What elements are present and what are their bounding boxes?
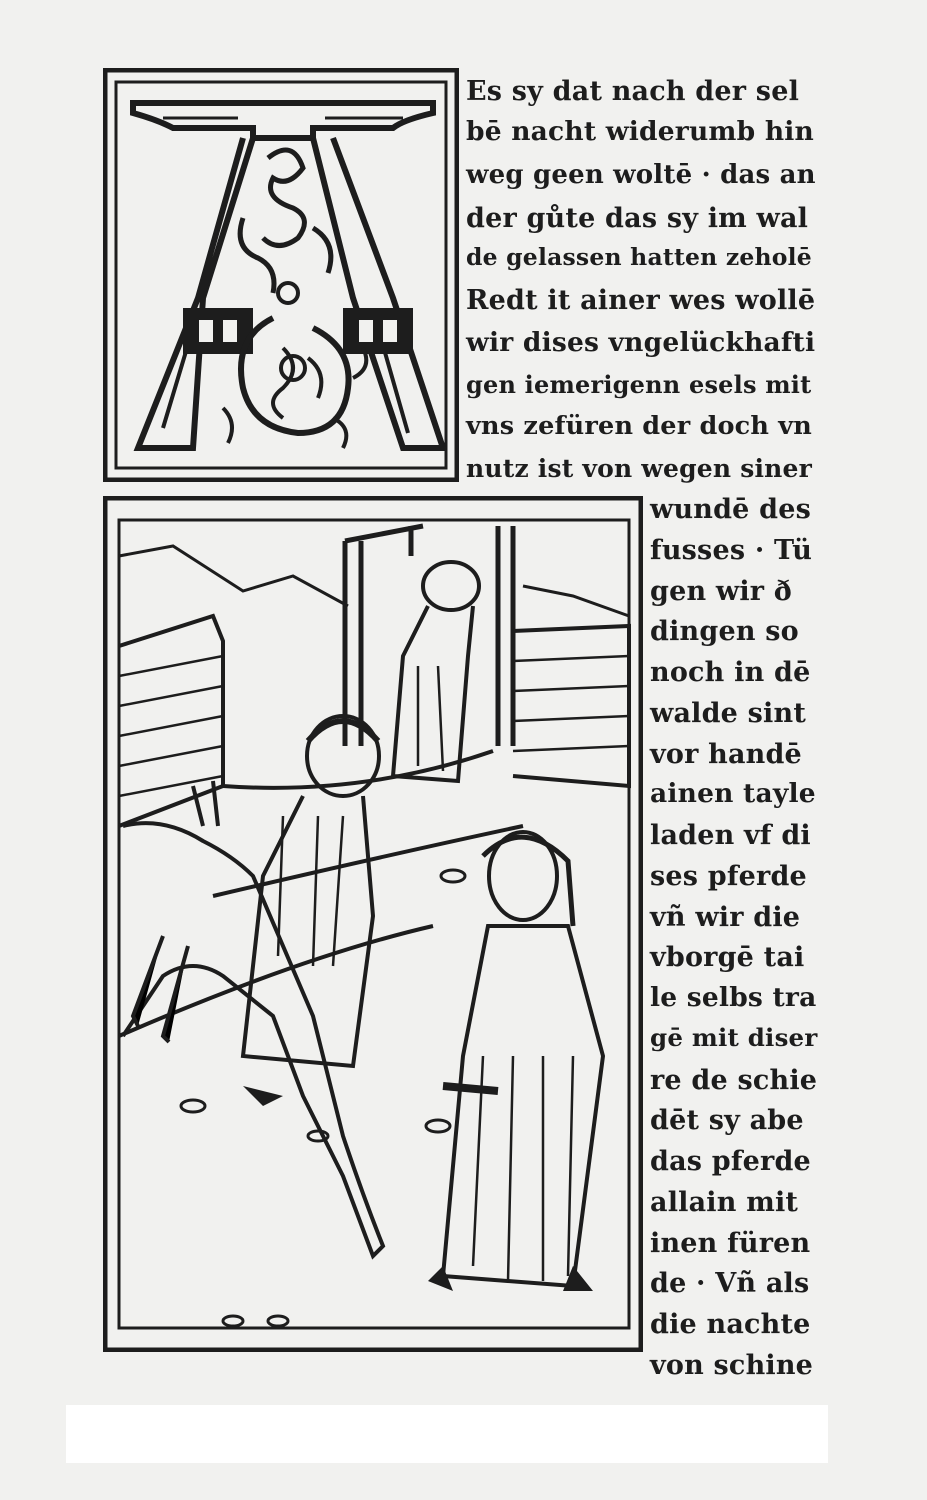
text-line: dingen so [650, 616, 799, 647]
woodcut-illustration [103, 496, 643, 1352]
text-line: allain mit [650, 1187, 799, 1218]
text-line: ses pferde [650, 861, 807, 892]
text-line: gen iemerigenn esels mit [466, 370, 812, 399]
text-line: weg geen woltē · das an [466, 160, 816, 190]
text-line: vns zefüren der doch vn [466, 411, 812, 441]
text-line: Es sy dat nach der sel [466, 76, 800, 107]
blank-strip [66, 1405, 828, 1463]
text-line: gen wir ð [650, 576, 793, 607]
text-line: vborgē tai [650, 942, 805, 973]
text-line: noch in dē [650, 657, 811, 688]
text-line: laden vf di [650, 820, 811, 851]
text-line: von schine [650, 1350, 814, 1381]
text-line: vñ wir die [650, 902, 801, 933]
text-line: ainen tayle [650, 778, 816, 809]
text-line: fusses · Tü [650, 535, 813, 566]
text-line: wir dises vngelückhafti [466, 327, 816, 358]
text-line: der gůte das sy im wal [466, 203, 809, 234]
initial-letter-woodcut [103, 68, 459, 482]
text-line: le selbs tra [650, 982, 817, 1013]
text-line: dēt sy abe [650, 1105, 804, 1136]
text-line: vor handē [650, 739, 802, 770]
text-line: das pferde [650, 1146, 811, 1177]
text-line: bē nacht widerumb hin [466, 116, 815, 147]
text-line: walde sint [650, 698, 807, 729]
text-line: wundē des [650, 494, 812, 525]
text-line: Redt it ainer wes wollē [466, 285, 816, 316]
text-line: de · Vñ als [650, 1268, 810, 1299]
text-line: re de schie [650, 1065, 818, 1096]
text-line: nutz ist von wegen siner [466, 454, 813, 483]
text-line: de gelassen hatten zeholē [466, 243, 812, 271]
text-line: inen füren [650, 1228, 811, 1259]
text-line: gē mit diser [650, 1023, 818, 1052]
text-line: die nachte [650, 1309, 811, 1340]
